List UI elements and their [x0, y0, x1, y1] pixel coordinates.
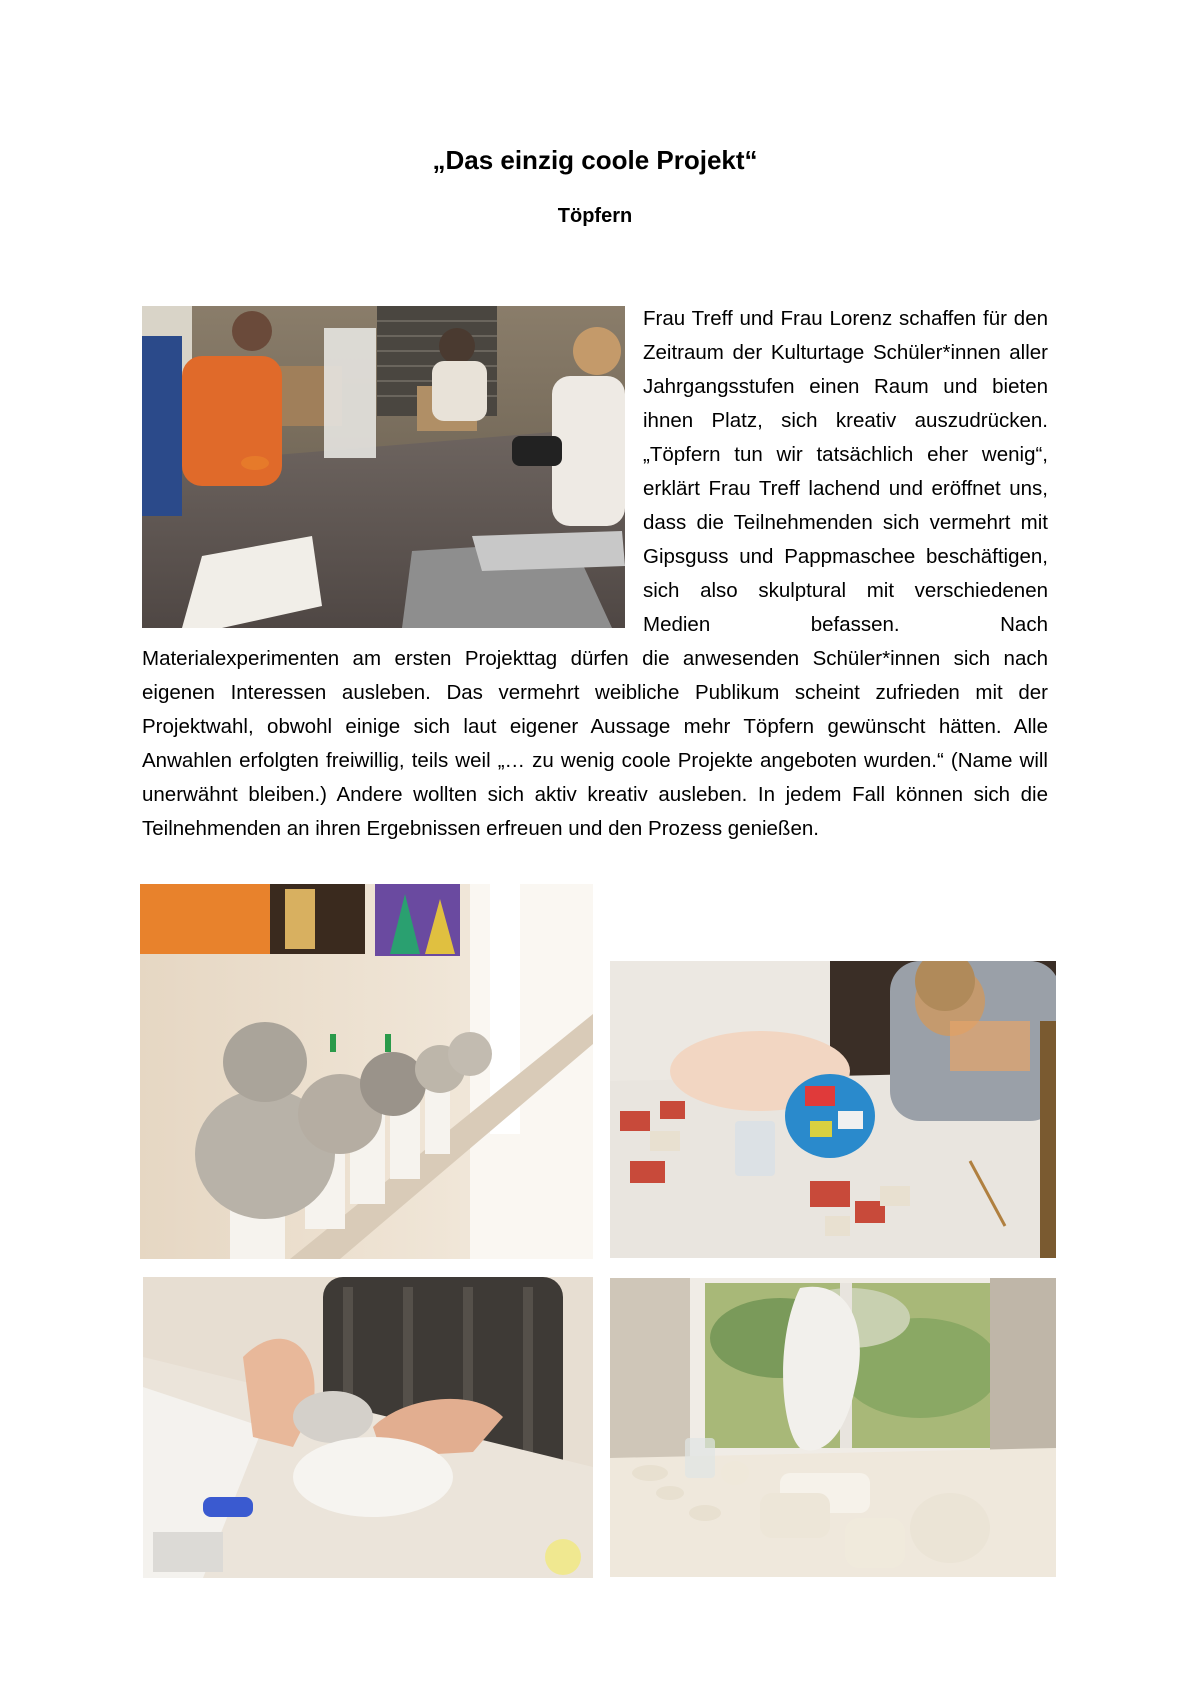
photo-hands-shaping	[143, 1277, 593, 1578]
article-subtitle: Töpfern	[557, 205, 633, 227]
photo-papier-mache-globe	[610, 961, 1056, 1258]
photo-plaster-sculpture-window	[610, 1278, 1056, 1577]
photo-workshop-table	[142, 306, 625, 628]
photo-plaster-heads	[140, 884, 593, 1259]
article-body	[142, 302, 1048, 846]
article-paragraph: Frau Treff und Frau Lorenz schaffen für den Zeitraum der Kulturtage Schüler*innen aller Jahrgangsstufen einen Raum und bieten ihnen Platz, sich kreativ auszudrücken. „Töpfern tun wir tatsächlich eher wenig“, erklärt Frau Treff lachend und eröffnet uns, dass die Teilnehmenden sich vermehrt mit Gipsguss und Pappmaschee beschäftigen, sich also skulptural mit verschiedenen Medien befassen. Nach Materialexperimenten am ersten Projekttag dürfen die anwesenden Schüler*innen sich nach eigenen Interessen ausleben. Das vermehrt weibliche Publikum scheint zufrieden mit der Projektwahl, obwohl einige sich laut eigener Aussage mehr Töpfern gewünscht hätten. Alle Anwahlen erfolgten freiwillig, teils weil „… zu wenig coole Projekte angeboten wurden.“ (Name will unerwähnt bleiben.) Andere wollten sich aktiv kreativ ausleben. In jedem Fall können sich die Teilnehmenden an ihren Ergebnissen erfreuen und den Prozess genießen.	[142, 307, 1048, 840]
article-title: „Das einzig coole Projekt“	[432, 145, 758, 175]
